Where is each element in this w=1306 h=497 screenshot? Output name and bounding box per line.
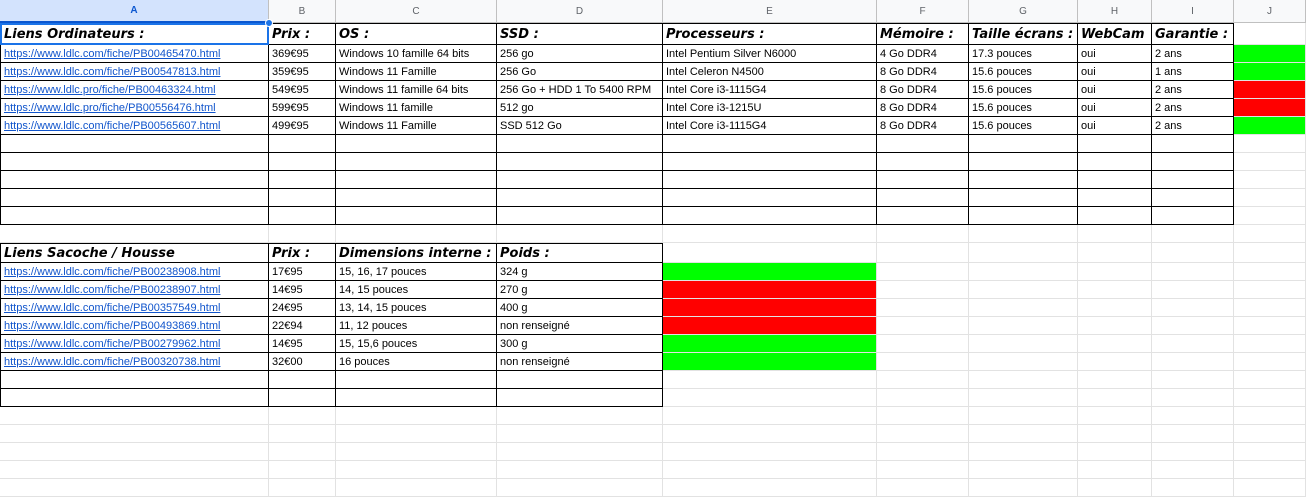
selection-handle[interactable] <box>265 19 273 27</box>
grid-cell[interactable] <box>663 371 877 389</box>
grid-cell[interactable] <box>1234 263 1306 281</box>
grid-cell[interactable] <box>1078 263 1152 281</box>
computers-header-8[interactable]: Garantie : <box>1152 23 1234 45</box>
bags-header-1[interactable]: Prix : <box>269 243 336 263</box>
computer-cell[interactable]: 256 Go <box>497 63 663 81</box>
bag-status-indicator <box>663 299 877 317</box>
empty-table-cell[interactable] <box>269 189 336 207</box>
bag-link[interactable]: https://www.ldlc.com/fiche/PB00357549.html <box>0 299 269 317</box>
computer-cell[interactable]: 599€95 <box>269 99 336 117</box>
column-header-e[interactable]: E <box>663 0 877 23</box>
grid-cell[interactable] <box>1234 389 1306 407</box>
computers-header-2[interactable]: OS : <box>336 23 497 45</box>
bag-status-indicator <box>663 335 877 353</box>
grid-cell[interactable] <box>0 443 269 461</box>
computer-cell[interactable]: Windows 11 famille 64 bits <box>336 81 497 99</box>
bag-status-indicator <box>663 281 877 299</box>
grid-cell[interactable] <box>269 425 336 443</box>
empty-table-cell[interactable] <box>1152 207 1234 225</box>
grid-cell[interactable] <box>1234 171 1306 189</box>
empty-table-cell[interactable] <box>1152 189 1234 207</box>
grid-cell[interactable] <box>969 389 1078 407</box>
bag-cell[interactable]: 11, 12 pouces <box>336 317 497 335</box>
bag-cell[interactable]: 14€95 <box>269 281 336 299</box>
bag-status-indicator <box>663 353 877 371</box>
bag-cell[interactable]: non renseigné <box>497 353 663 371</box>
computer-cell[interactable]: SSD 512 Go <box>497 117 663 135</box>
grid-cell[interactable] <box>877 479 969 497</box>
grid-cell[interactable] <box>969 225 1078 243</box>
empty-table-cell[interactable] <box>1152 153 1234 171</box>
computer-cell[interactable]: oui <box>1078 117 1152 135</box>
computer-link[interactable]: https://www.ldlc.pro/fiche/PB00463324.html <box>0 81 269 99</box>
column-header-a[interactable]: A <box>0 0 269 23</box>
grid-cell[interactable] <box>497 461 663 479</box>
grid-cell[interactable] <box>0 479 269 497</box>
grid-cell[interactable] <box>1152 353 1234 371</box>
grid-cell[interactable] <box>877 461 969 479</box>
bag-cell[interactable]: 324 g <box>497 263 663 281</box>
empty-table-cell[interactable] <box>336 389 497 407</box>
grid-cell[interactable] <box>269 479 336 497</box>
grid-cell[interactable] <box>877 335 969 353</box>
empty-table-cell[interactable] <box>269 153 336 171</box>
grid-cell[interactable] <box>877 407 969 425</box>
computer-cell[interactable]: 2 ans <box>1152 99 1234 117</box>
grid-cell[interactable] <box>877 225 969 243</box>
column-header-g[interactable]: G <box>969 0 1078 23</box>
grid-cell[interactable] <box>877 299 969 317</box>
grid-cell[interactable] <box>1234 461 1306 479</box>
column-header-b[interactable]: B <box>269 0 336 23</box>
computer-cell[interactable]: Intel Celeron N4500 <box>663 63 877 81</box>
computer-cell[interactable]: Windows 10 famille 64 bits <box>336 45 497 63</box>
bag-link[interactable]: https://www.ldlc.com/fiche/PB00238907.html <box>0 281 269 299</box>
computer-cell[interactable]: Windows 11 Famille <box>336 63 497 81</box>
grid-cell[interactable] <box>877 263 969 281</box>
bags-header-2[interactable]: Dimensions interne : <box>336 243 497 263</box>
grid-cell[interactable] <box>1078 407 1152 425</box>
computer-cell[interactable]: 15.6 pouces <box>969 81 1078 99</box>
computer-cell[interactable]: Intel Core i3-1115G4 <box>663 81 877 99</box>
grid-cell[interactable] <box>877 281 969 299</box>
grid-cell[interactable] <box>1234 189 1306 207</box>
column-header-f[interactable]: F <box>877 0 969 23</box>
computer-cell[interactable]: 512 go <box>497 99 663 117</box>
grid-cell[interactable] <box>1078 461 1152 479</box>
computer-status-indicator <box>1234 117 1306 135</box>
grid-cell[interactable] <box>1078 425 1152 443</box>
grid-cell[interactable] <box>1152 225 1234 243</box>
grid-cell[interactable] <box>1078 389 1152 407</box>
grid-cell[interactable] <box>1234 299 1306 317</box>
computer-cell[interactable]: Intel Core i3-1115G4 <box>663 117 877 135</box>
grid-cell[interactable] <box>877 425 969 443</box>
grid-cell[interactable] <box>336 425 497 443</box>
empty-table-cell[interactable] <box>336 153 497 171</box>
grid-cell[interactable] <box>969 263 1078 281</box>
empty-table-cell[interactable] <box>663 135 877 153</box>
empty-table-cell[interactable] <box>1078 171 1152 189</box>
grid-cell[interactable] <box>969 243 1078 263</box>
grid-cell[interactable] <box>1152 371 1234 389</box>
computer-cell[interactable]: 2 ans <box>1152 81 1234 99</box>
grid-cell[interactable] <box>0 225 269 243</box>
grid-cell[interactable] <box>0 407 269 425</box>
grid-cell[interactable] <box>1078 225 1152 243</box>
computer-link[interactable]: https://www.ldlc.pro/fiche/PB00556476.html <box>0 99 269 117</box>
bag-cell[interactable]: 15, 16, 17 pouces <box>336 263 497 281</box>
bag-cell[interactable]: 15, 15,6 pouces <box>336 335 497 353</box>
bag-cell[interactable]: 300 g <box>497 335 663 353</box>
computers-header-4[interactable]: Processeurs : <box>663 23 877 45</box>
grid-cell[interactable] <box>1152 299 1234 317</box>
bag-cell[interactable]: 32€00 <box>269 353 336 371</box>
grid-cell[interactable] <box>663 389 877 407</box>
grid-cell[interactable] <box>877 389 969 407</box>
empty-table-cell[interactable] <box>663 189 877 207</box>
grid-cell[interactable] <box>969 443 1078 461</box>
grid-cell[interactable] <box>1078 281 1152 299</box>
computer-cell[interactable]: 4 Go DDR4 <box>877 45 969 63</box>
grid-cell[interactable] <box>1234 407 1306 425</box>
computer-cell[interactable]: 8 Go DDR4 <box>877 99 969 117</box>
column-header-c[interactable]: C <box>336 0 497 23</box>
empty-table-cell[interactable] <box>1078 207 1152 225</box>
grid-cell[interactable] <box>663 443 877 461</box>
computer-cell[interactable]: 359€95 <box>269 63 336 81</box>
empty-table-cell[interactable] <box>269 135 336 153</box>
empty-table-cell[interactable] <box>969 153 1078 171</box>
grid-cell[interactable] <box>877 443 969 461</box>
empty-table-cell[interactable] <box>0 171 269 189</box>
empty-table-cell[interactable] <box>336 171 497 189</box>
computers-header-7[interactable]: WebCam <box>1078 23 1152 45</box>
grid-cell[interactable] <box>336 225 497 243</box>
empty-table-cell[interactable] <box>336 189 497 207</box>
empty-table-cell[interactable] <box>336 371 497 389</box>
empty-table-cell[interactable] <box>497 207 663 225</box>
grid-cell[interactable] <box>969 479 1078 497</box>
computer-cell[interactable]: 549€95 <box>269 81 336 99</box>
grid-cell[interactable] <box>1234 135 1306 153</box>
column-header-i[interactable]: I <box>1152 0 1234 23</box>
computer-cell[interactable]: oui <box>1078 99 1152 117</box>
empty-table-cell[interactable] <box>269 389 336 407</box>
computer-status-indicator <box>1234 81 1306 99</box>
grid-cell[interactable] <box>1078 243 1152 263</box>
empty-table-cell[interactable] <box>663 153 877 171</box>
computers-header-0[interactable]: Liens Ordinateurs : <box>0 23 269 45</box>
grid-cell[interactable] <box>1234 207 1306 225</box>
computer-cell[interactable]: Intel Pentium Silver N6000 <box>663 45 877 63</box>
grid-cell[interactable] <box>269 225 336 243</box>
grid-cell[interactable] <box>1234 335 1306 353</box>
empty-table-cell[interactable] <box>0 371 269 389</box>
grid-cell[interactable] <box>1152 461 1234 479</box>
empty-table-cell[interactable] <box>497 153 663 171</box>
computer-cell[interactable]: Intel Core i3-1215U <box>663 99 877 117</box>
computer-cell[interactable]: 8 Go DDR4 <box>877 63 969 81</box>
grid-cell[interactable] <box>497 443 663 461</box>
grid-cell[interactable] <box>1234 225 1306 243</box>
grid-cell[interactable] <box>269 407 336 425</box>
grid-cell[interactable] <box>1078 353 1152 371</box>
grid-cell[interactable] <box>969 371 1078 389</box>
computers-header-5[interactable]: Mémoire : <box>877 23 969 45</box>
empty-table-cell[interactable] <box>0 389 269 407</box>
grid-cell[interactable] <box>0 461 269 479</box>
empty-table-cell[interactable] <box>0 207 269 225</box>
grid-cell[interactable] <box>663 407 877 425</box>
computer-cell[interactable]: 15.6 pouces <box>969 63 1078 81</box>
computer-status-indicator <box>1234 63 1306 81</box>
grid-cell[interactable] <box>1234 479 1306 497</box>
bag-cell[interactable]: 22€94 <box>269 317 336 335</box>
computer-link[interactable]: https://www.ldlc.com/fiche/PB00547813.html <box>0 63 269 81</box>
grid-cell[interactable] <box>663 461 877 479</box>
empty-table-cell[interactable] <box>0 135 269 153</box>
computer-cell[interactable]: 17.3 pouces <box>969 45 1078 63</box>
grid-cell[interactable] <box>1152 263 1234 281</box>
computer-cell[interactable]: 8 Go DDR4 <box>877 117 969 135</box>
computer-cell[interactable]: Windows 11 Famille <box>336 117 497 135</box>
grid-cell[interactable] <box>1234 153 1306 171</box>
computers-header-6[interactable]: Taille écrans : <box>969 23 1078 45</box>
grid-cell[interactable] <box>663 243 877 263</box>
grid-cell[interactable] <box>336 479 497 497</box>
grid-cell[interactable] <box>663 425 877 443</box>
grid-cell[interactable] <box>1078 317 1152 335</box>
empty-table-cell[interactable] <box>497 171 663 189</box>
computer-cell[interactable]: 499€95 <box>269 117 336 135</box>
bag-cell[interactable]: non renseigné <box>497 317 663 335</box>
empty-table-cell[interactable] <box>497 371 663 389</box>
empty-table-cell[interactable] <box>336 135 497 153</box>
grid-cell[interactable] <box>1152 443 1234 461</box>
grid-cell[interactable] <box>1078 371 1152 389</box>
empty-table-cell[interactable] <box>0 153 269 171</box>
empty-table-cell[interactable] <box>1078 189 1152 207</box>
empty-table-cell[interactable] <box>877 207 969 225</box>
bag-link[interactable]: https://www.ldlc.com/fiche/PB00238908.html <box>0 263 269 281</box>
grid-cell[interactable] <box>497 425 663 443</box>
grid-cell[interactable] <box>1152 479 1234 497</box>
column-header-h[interactable]: H <box>1078 0 1152 23</box>
bags-header-3[interactable]: Poids : <box>497 243 663 263</box>
computer-cell[interactable]: 2 ans <box>1152 45 1234 63</box>
grid-cell[interactable] <box>1078 299 1152 317</box>
grid-cell[interactable] <box>1234 443 1306 461</box>
computers-header-3[interactable]: SSD : <box>497 23 663 45</box>
empty-table-cell[interactable] <box>497 389 663 407</box>
empty-table-cell[interactable] <box>663 171 877 189</box>
empty-table-cell[interactable] <box>663 207 877 225</box>
computers-header-1[interactable]: Prix : <box>269 23 336 45</box>
bag-cell[interactable]: 16 pouces <box>336 353 497 371</box>
grid-cell[interactable] <box>969 299 1078 317</box>
grid-cell[interactable] <box>1152 281 1234 299</box>
grid-cell[interactable] <box>1152 317 1234 335</box>
grid-cell[interactable] <box>969 425 1078 443</box>
grid-cell[interactable] <box>269 443 336 461</box>
grid-cell[interactable] <box>877 353 969 371</box>
grid-cell[interactable] <box>1078 443 1152 461</box>
grid-cell[interactable] <box>336 461 497 479</box>
computer-cell[interactable]: Windows 11 famille <box>336 99 497 117</box>
grid-cell[interactable] <box>497 225 663 243</box>
grid-cell[interactable] <box>1152 243 1234 263</box>
grid-cell[interactable] <box>336 407 497 425</box>
computer-cell[interactable]: 256 go <box>497 45 663 63</box>
computer-cell[interactable]: 15.6 pouces <box>969 99 1078 117</box>
grid-cell[interactable] <box>1234 317 1306 335</box>
grid-cell[interactable] <box>1234 353 1306 371</box>
computer-cell[interactable]: oui <box>1078 63 1152 81</box>
computer-cell[interactable]: 8 Go DDR4 <box>877 81 969 99</box>
grid-cell[interactable] <box>0 425 269 443</box>
grid-cell[interactable] <box>1152 389 1234 407</box>
column-header-d[interactable]: D <box>497 0 663 23</box>
empty-table-cell[interactable] <box>497 189 663 207</box>
empty-table-cell[interactable] <box>969 189 1078 207</box>
grid-cell[interactable] <box>1234 281 1306 299</box>
computer-status-indicator <box>1234 99 1306 117</box>
grid-cell[interactable] <box>969 281 1078 299</box>
empty-table-cell[interactable] <box>877 135 969 153</box>
grid-cell[interactable] <box>336 443 497 461</box>
computer-cell[interactable]: 2 ans <box>1152 117 1234 135</box>
grid-cell[interactable] <box>1078 479 1152 497</box>
empty-table-cell[interactable] <box>269 371 336 389</box>
grid-cell[interactable] <box>877 317 969 335</box>
bag-cell[interactable]: 270 g <box>497 281 663 299</box>
computer-cell[interactable]: 256 Go + HDD 1 To 5400 RPM <box>497 81 663 99</box>
grid-cell[interactable] <box>663 225 877 243</box>
grid-cell[interactable] <box>497 479 663 497</box>
empty-table-cell[interactable] <box>969 171 1078 189</box>
empty-table-cell[interactable] <box>969 207 1078 225</box>
grid-cell[interactable] <box>969 317 1078 335</box>
empty-table-cell[interactable] <box>1152 171 1234 189</box>
bag-cell[interactable]: 17€95 <box>269 263 336 281</box>
bag-cell[interactable]: 13, 14, 15 pouces <box>336 299 497 317</box>
grid-cell[interactable] <box>1234 425 1306 443</box>
column-header-j[interactable]: J <box>1234 0 1306 23</box>
grid-cell[interactable] <box>969 353 1078 371</box>
grid-cell[interactable] <box>877 243 969 263</box>
grid-cell[interactable] <box>497 407 663 425</box>
bag-link[interactable]: https://www.ldlc.com/fiche/PB00320738.html <box>0 353 269 371</box>
empty-table-cell[interactable] <box>877 153 969 171</box>
computer-status-indicator <box>1234 45 1306 63</box>
empty-table-cell[interactable] <box>1152 135 1234 153</box>
empty-table-cell[interactable] <box>1078 153 1152 171</box>
empty-table-cell[interactable] <box>877 189 969 207</box>
grid-cell[interactable] <box>1234 23 1306 45</box>
empty-table-cell[interactable] <box>0 189 269 207</box>
grid-cell[interactable] <box>969 335 1078 353</box>
bags-header-0[interactable]: Liens Sacoche / Housse <box>0 243 269 263</box>
bag-cell[interactable]: 14€95 <box>269 335 336 353</box>
bag-link[interactable]: https://www.ldlc.com/fiche/PB00493869.html <box>0 317 269 335</box>
computer-cell[interactable]: oui <box>1078 81 1152 99</box>
grid-cell[interactable] <box>877 371 969 389</box>
empty-table-cell[interactable] <box>877 171 969 189</box>
bag-cell[interactable]: 14, 15 pouces <box>336 281 497 299</box>
empty-table-cell[interactable] <box>969 135 1078 153</box>
bag-link[interactable]: https://www.ldlc.com/fiche/PB00279962.html <box>0 335 269 353</box>
grid-cell[interactable] <box>1152 335 1234 353</box>
bag-cell[interactable]: 24€95 <box>269 299 336 317</box>
grid-cell[interactable] <box>269 461 336 479</box>
computer-cell[interactable]: oui <box>1078 45 1152 63</box>
computer-cell[interactable]: 15.6 pouces <box>969 117 1078 135</box>
grid-cell[interactable] <box>969 461 1078 479</box>
bag-status-indicator <box>663 263 877 281</box>
grid-cell[interactable] <box>663 479 877 497</box>
bag-status-indicator <box>663 317 877 335</box>
grid-cell[interactable] <box>969 407 1078 425</box>
grid-cell[interactable] <box>1152 425 1234 443</box>
empty-table-cell[interactable] <box>1078 135 1152 153</box>
bag-cell[interactable]: 400 g <box>497 299 663 317</box>
empty-table-cell[interactable] <box>336 207 497 225</box>
empty-table-cell[interactable] <box>269 171 336 189</box>
computer-cell[interactable]: 369€95 <box>269 45 336 63</box>
grid-cell[interactable] <box>1078 335 1152 353</box>
empty-table-cell[interactable] <box>497 135 663 153</box>
computer-link[interactable]: https://www.ldlc.com/fiche/PB00565607.html <box>0 117 269 135</box>
computer-cell[interactable]: 1 ans <box>1152 63 1234 81</box>
empty-table-cell[interactable] <box>269 207 336 225</box>
grid-cell[interactable] <box>1152 407 1234 425</box>
computer-link[interactable]: https://www.ldlc.com/fiche/PB00465470.html <box>0 45 269 63</box>
grid-cell[interactable] <box>1234 243 1306 263</box>
grid-cell[interactable] <box>1234 371 1306 389</box>
